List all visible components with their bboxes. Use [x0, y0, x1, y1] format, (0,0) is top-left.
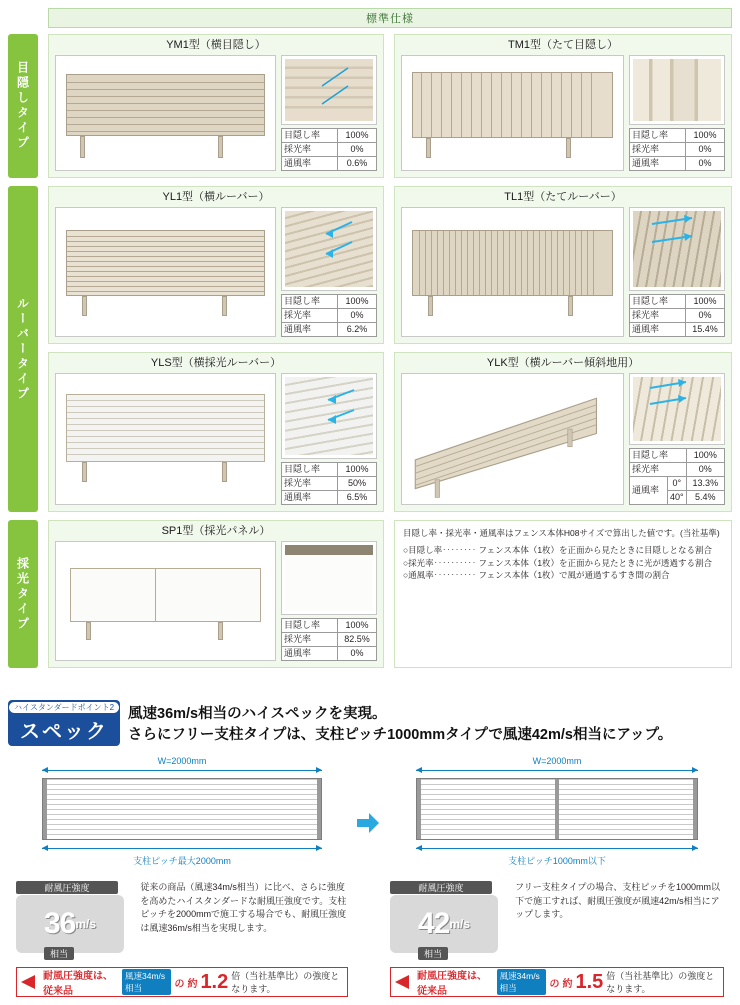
- spec-key: 採光率: [630, 309, 686, 323]
- red-post: 倍（当社基準比）の強度となります。: [231, 971, 340, 994]
- spec-table-yls: [281, 462, 377, 505]
- red-callout-right: [390, 967, 724, 997]
- high-standard-text: [128, 700, 732, 746]
- red-mid: の: [174, 978, 185, 990]
- pitch-dimension-arrow: [416, 844, 698, 854]
- product-image-ylk: [401, 373, 624, 505]
- spec-value: 15.4%: [686, 323, 725, 337]
- wind-circle: [390, 895, 498, 953]
- airflow-arrow-icon: [630, 208, 724, 278]
- product-title: TM1型（たて目隠し）: [395, 35, 731, 53]
- product-title: TL1型（たてルーバー）: [395, 187, 731, 205]
- spec-value: 0%: [338, 143, 377, 157]
- spec-angle: 0°: [668, 477, 687, 491]
- notes-line: ○目隠し率‥‥‥‥ フェンス本体（1枚）を正面から見たときに目隠しとなる割合: [403, 545, 713, 556]
- spec-value: 6.5%: [338, 491, 377, 505]
- spec-value: 0.6%: [338, 157, 377, 171]
- wind-unit: m/s: [75, 917, 97, 931]
- spec-value: 50%: [338, 477, 377, 491]
- red-post: 倍（当社基準比）の強度となります。: [606, 971, 715, 994]
- product-panel-ym1: [48, 34, 384, 178]
- spec-key: 採光率: [282, 309, 338, 323]
- wind-note-left: 従来の商品（風速34m/s相当）に比べ、さらに強度を高めたハイスタンダードな耐風圧強度です。支柱ピッチを2000mmで施工する場合でも、耐風圧強度は風速36m/s相当を実現します。: [140, 882, 347, 933]
- spec-value: 0%: [686, 157, 725, 171]
- spec-key: 採光率: [630, 143, 686, 157]
- spec-value: 0%: [686, 143, 725, 157]
- spec-key: 採光率: [282, 143, 338, 157]
- spec-value: 100%: [338, 129, 377, 143]
- width-label-left: W=2000mm: [157, 756, 207, 766]
- red-number: 1.2: [200, 970, 229, 993]
- spec-table-sp1: [281, 618, 377, 661]
- spec-value: 100%: [338, 295, 377, 309]
- spec-value: 100%: [686, 449, 724, 463]
- category-tab-mekakushi: 目隠しタイプ: [8, 34, 38, 178]
- product-panel-yl1: [48, 186, 384, 344]
- product-image-ym1: [55, 55, 276, 171]
- spec-key: 目隠し率: [282, 619, 338, 633]
- detail-image-ylk: [629, 373, 725, 445]
- spec-table-ylk: [629, 448, 725, 505]
- product-image-yls: [55, 373, 276, 505]
- fence-diagram-left: [42, 778, 322, 840]
- spec-key-tsufu: 通風率: [630, 477, 668, 505]
- spec-key: 目隠し率: [630, 129, 686, 143]
- spec-value: 100%: [686, 129, 725, 143]
- notes-line: ○採光率‥‥‥‥‥ フェンス本体（1枚）を正面から見たときに光が透過する割合: [403, 557, 713, 568]
- pitch-dimension-arrow: [42, 844, 322, 854]
- notes-box: [394, 520, 732, 668]
- detail-image-tl1: [629, 207, 725, 291]
- red-chip: 風速34m/s相当: [122, 969, 171, 995]
- spec-key: 採光率: [282, 477, 338, 491]
- red-approx: 約: [187, 978, 198, 990]
- transition-arrow-icon: [357, 812, 379, 834]
- spec-value: 100%: [338, 463, 377, 477]
- red-pre: 耐風圧強度は、従来品: [43, 971, 113, 997]
- red-approx: 約: [562, 978, 573, 990]
- red-number: 1.5: [575, 970, 604, 993]
- high-standard-banner: [8, 700, 732, 746]
- standard-spec-band: 標準仕様: [48, 8, 732, 28]
- wind-strength-right: [390, 881, 507, 959]
- product-image-yl1: [55, 207, 276, 337]
- spec-key: 目隠し率: [630, 449, 687, 463]
- spec-table-ym1: [281, 128, 377, 171]
- spec-key: 通風率: [282, 157, 338, 171]
- wind-number: 36: [43, 907, 76, 940]
- spec-key: 採光率: [630, 463, 687, 477]
- spec-key: 目隠し率: [630, 295, 686, 309]
- spec-key: 目隠し率: [282, 463, 338, 477]
- badge-small-label: ハイスタンダードポイント2: [9, 702, 119, 713]
- spec-value: 13.3%: [686, 477, 724, 491]
- pitch-label-left: 支柱ピッチ最大2000mm: [133, 856, 231, 866]
- spec-key: 通風率: [282, 647, 338, 661]
- airflow-arrow-icon: [282, 374, 376, 444]
- product-title: YLK型（横ルーバー傾斜地用）: [395, 353, 731, 371]
- width-label-right: W=2000mm: [532, 756, 582, 766]
- detail-image-tm1: [629, 55, 725, 125]
- notes-head: 目隠し率・採光率・通風率はフェンス本体H08サイズで算出した値です。(当社基準): [403, 528, 720, 538]
- spec-key: 通風率: [630, 157, 686, 171]
- detail-image-yls: [281, 373, 377, 459]
- spec-value: 82.5%: [338, 633, 377, 647]
- pitch-label-right: 支柱ピッチ1000mm以下: [508, 856, 606, 866]
- arrow-overlay-icon: [282, 56, 376, 116]
- high-standard-line2: さらにフリー支柱タイプは、支柱ピッチ1000mmタイプで風速42m/s相当にアップ。: [128, 727, 673, 743]
- spec-angle: 40°: [668, 491, 687, 505]
- spec-key: 通風率: [282, 491, 338, 505]
- wind-title: 耐風圧強度: [390, 881, 492, 894]
- triangle-icon: [21, 975, 35, 989]
- spec-value: 6.2%: [338, 323, 377, 337]
- category-tab-saikou: 採光タイプ: [8, 520, 38, 668]
- fence-diagram-right: [416, 778, 698, 840]
- wind-soutou: 相当: [44, 947, 74, 960]
- wind-title: 耐風圧強度: [16, 881, 118, 894]
- spec-value: 0%: [686, 463, 724, 477]
- red-mid: の: [549, 978, 560, 990]
- spec-value: 0%: [686, 309, 725, 323]
- spec-key: 目隠し率: [282, 129, 338, 143]
- airflow-arrow-icon: [630, 374, 724, 420]
- spec-table-tm1: [629, 128, 725, 171]
- high-standard-badge: [8, 700, 120, 746]
- product-image-tl1: [401, 207, 624, 337]
- product-image-sp1: [55, 541, 276, 661]
- product-image-tm1: [401, 55, 624, 171]
- width-dimension-arrow: [42, 766, 322, 776]
- detail-image-sp1: [281, 541, 377, 615]
- product-title: YM1型（横目隠し）: [49, 35, 383, 53]
- spec-table-yl1: [281, 294, 377, 337]
- spec-table-tl1: [629, 294, 725, 337]
- product-title: SP1型（採光パネル）: [49, 521, 383, 539]
- spec-value: 100%: [338, 619, 377, 633]
- spec-key: 通風率: [282, 323, 338, 337]
- wind-strength-left: [16, 881, 132, 959]
- spec-value: 5.4%: [686, 491, 724, 505]
- category-tab-louver: ルーバータイプ: [8, 186, 38, 512]
- badge-big-label: スペック: [20, 721, 108, 743]
- product-panel-ylk: [394, 352, 732, 512]
- comparison-left: [8, 756, 356, 997]
- triangle-icon: [395, 975, 409, 989]
- red-pre: 耐風圧強度は、従来品: [417, 971, 487, 997]
- spec-key: 採光率: [282, 633, 338, 647]
- spec-value: 100%: [686, 295, 725, 309]
- product-title: YLS型（横採光ルーバー）: [49, 353, 383, 371]
- detail-image-ym1: [281, 55, 377, 125]
- high-standard-line1: 風速36m/s相当のハイスペックを実現。: [128, 706, 387, 722]
- product-title: YL1型（横ルーバー）: [49, 187, 383, 205]
- airflow-arrow-icon: [282, 208, 376, 278]
- product-panel-yls: [48, 352, 384, 512]
- wind-note-right: フリー支柱タイプの場合、支柱ピッチを1000mm以下で施工すれば、耐風圧強度が風速42m/s相当にアップします。: [515, 882, 720, 919]
- wind-circle: [16, 895, 124, 953]
- product-panel-tm1: [394, 34, 732, 178]
- comparison-right: [382, 756, 732, 997]
- spec-key: 通風率: [630, 323, 686, 337]
- wind-number: 42: [417, 907, 450, 940]
- spec-key: 目隠し率: [282, 295, 338, 309]
- red-chip: 風速34m/s相当: [497, 969, 547, 995]
- slope-fence-illustration: [402, 374, 623, 504]
- red-callout-left: [16, 967, 348, 997]
- wind-unit: m/s: [449, 917, 471, 931]
- product-panel-tl1: [394, 186, 732, 344]
- spec-value: 0%: [338, 309, 377, 323]
- product-panel-sp1: [48, 520, 384, 668]
- detail-image-yl1: [281, 207, 377, 291]
- notes-line: ○通風率‥‥‥‥‥ フェンス本体（1枚）で風が通過するすき間の割合: [403, 569, 670, 580]
- width-dimension-arrow: [416, 766, 698, 776]
- wind-soutou: 相当: [418, 947, 448, 960]
- spec-value: 0%: [338, 647, 377, 661]
